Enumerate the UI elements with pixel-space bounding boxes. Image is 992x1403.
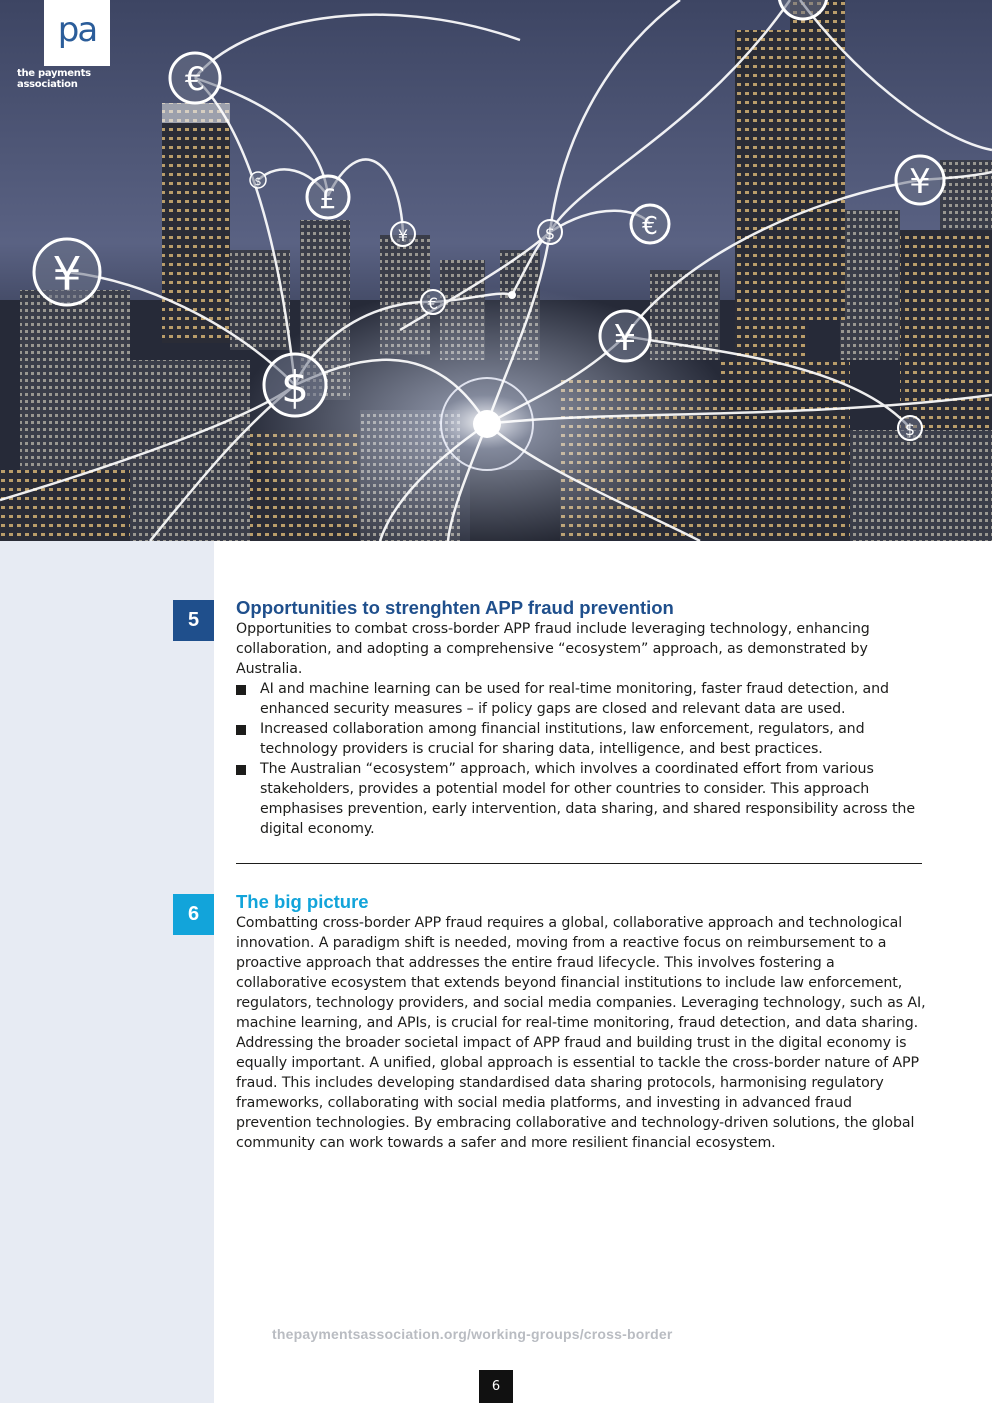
brand-logo[interactable]: [44, 0, 110, 66]
svg-text:$: $: [254, 175, 262, 188]
dollar-node-small: [250, 172, 266, 188]
section-opportunities: [236, 597, 926, 839]
bullet-text: The Australian “ecosystem” approach, which involves a coordinated effort from various stakeholders, provides a potential model for other countries to consider. This approach emphasises prevention, early intervention, data sharing, and shared responsibility across the digital economy.: [260, 761, 915, 837]
yen-node-large: [34, 239, 100, 305]
bullet-square-icon: [236, 765, 246, 775]
city-network-illustration: [0, 0, 992, 541]
bullet-square-icon: [236, 685, 246, 695]
logo-mark: pa: [57, 10, 97, 50]
euro-node-small: [421, 290, 445, 314]
svg-text:¥: ¥: [52, 247, 82, 301]
section-number-5: 5: [173, 600, 214, 641]
svg-text:$: $: [544, 224, 556, 243]
bullet-item: [236, 719, 926, 759]
svg-text:€: €: [427, 294, 439, 313]
bullet-text: AI and machine learning can be used for real-time monitoring, faster fraud detection, and enhanced security measures – if policy gaps are closed and relevant data are used.: [260, 681, 889, 717]
svg-text:€: €: [642, 211, 658, 240]
svg-text:€: €: [184, 60, 206, 98]
section-divider: [236, 863, 922, 864]
dollar-node-large: [264, 354, 326, 416]
euro-node-right: [631, 205, 669, 243]
svg-text:¥: ¥: [613, 318, 637, 359]
yen-node-center: [600, 311, 650, 361]
bullet-item: [236, 679, 926, 719]
sidebar-band: [0, 541, 214, 1403]
euro-node: [170, 53, 220, 103]
hero-image: [0, 0, 992, 541]
section-title: The big picture: [236, 891, 369, 912]
svg-text:¥: ¥: [397, 226, 409, 245]
bullet-item: [236, 759, 926, 839]
section-big-picture: [236, 891, 926, 1153]
section-intro: Opportunities to combat cross-border APP fraud include leveraging technology, enhancing collaboration, and adopting a comprehensive “ecosystem” approach, as demonstrated by Australia.: [236, 621, 870, 677]
bullet-list: [236, 679, 926, 839]
bullet-text: Increased collaboration among financial institutions, law enforcement, regulators, and technology providers is crucial for sharing data, intelligence, and best practices.: [260, 721, 865, 757]
svg-text:£: £: [319, 184, 337, 215]
page-number: 6: [479, 1370, 513, 1403]
svg-text:$: $: [281, 362, 309, 413]
svg-text:$: $: [904, 420, 916, 439]
section-number-6: 6: [173, 894, 214, 935]
section-body: Combatting cross-border APP fraud requires a global, collaborative approach and technological innovation. A paradigm shift is needed, moving from a reactive focus on reimbursement to a proactive approach that addresses the entire fraud lifecycle. This involves fostering a collaborative ecosystem that extends beyond financial institutions to include law enforcement, regulators, technology providers, and social media companies. Leveraging technology, such as AI, machine learning, and APIs, is crucial for real-time monitoring, fraud detection, and data sharing. Addressing the broader societal impact of APP fraud and building trust in the digital economy is equally important. A unified, global approach is essential to tackle the cross-border nature of APP fraud. This includes developing standardised data sharing protocols, harmonising regulatory frameworks, collaborating with social media platforms, and investing in advanced fraud prevention technologies. By embracing collaborative and technology-driven solutions, the global community can work towards a safer and more resilient financial ecosystem.: [236, 915, 926, 1151]
yen-node-right: [896, 156, 944, 204]
footer-link[interactable]: thepaymentsassociation.org/working-groups/cross-border: [272, 1326, 673, 1342]
bullet-square-icon: [236, 725, 246, 735]
svg-text:¥: ¥: [909, 162, 931, 202]
dollar-node-right: [898, 416, 922, 440]
pound-node: [307, 176, 349, 218]
dollar-node-mid: [538, 220, 562, 244]
yen-node-small: [391, 222, 415, 246]
brand-name: the payments association: [17, 68, 91, 90]
section-title: Opportunities to strenghten APP fraud prevention: [236, 597, 674, 618]
